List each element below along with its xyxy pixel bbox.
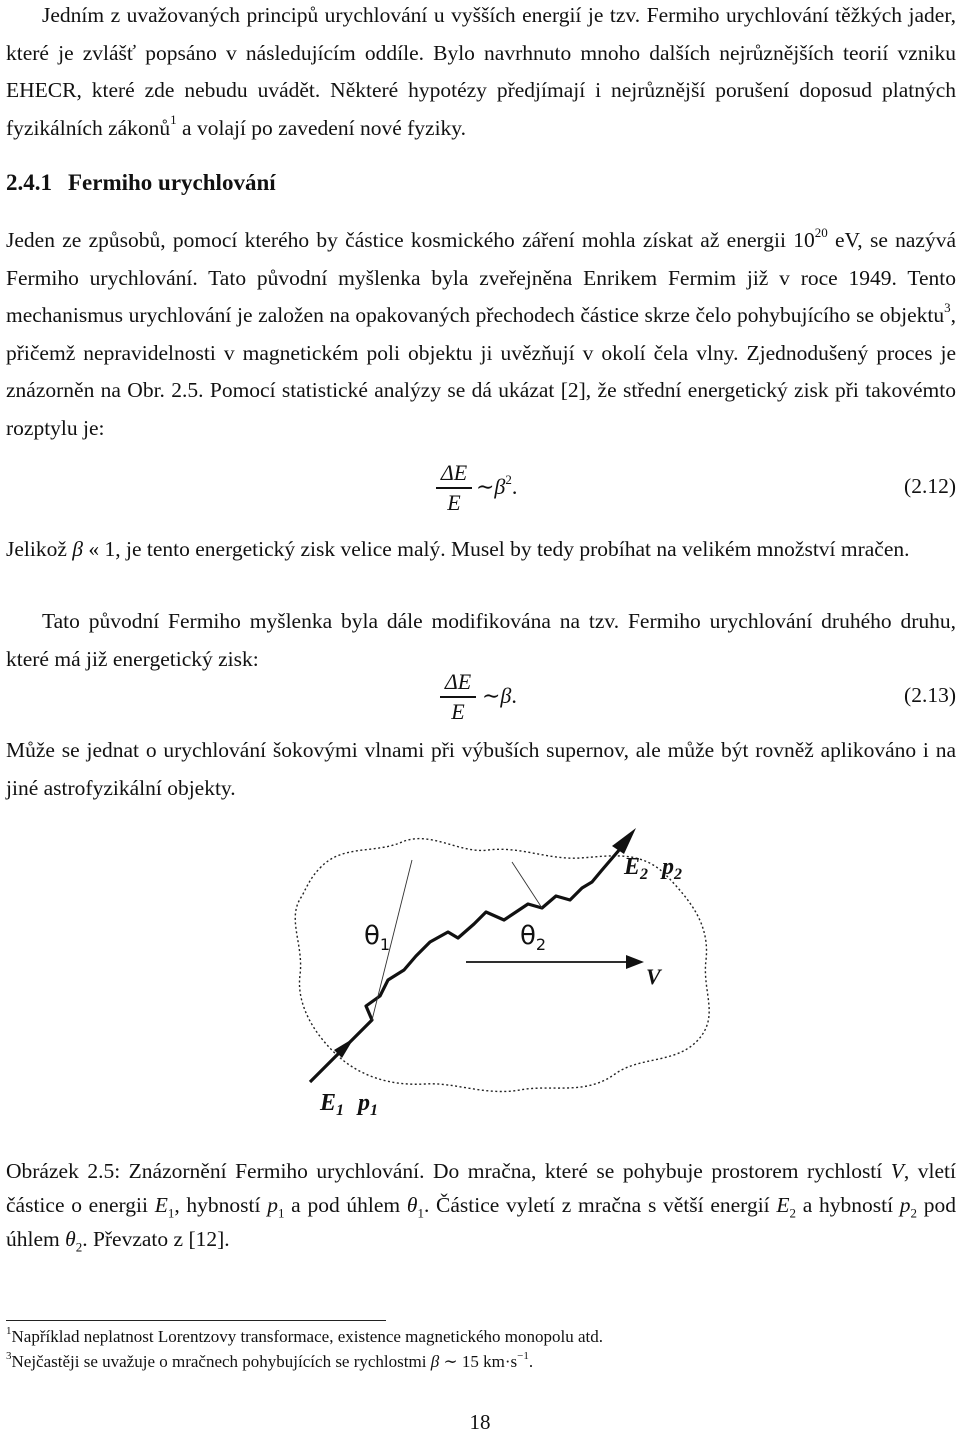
beta-symbol: β bbox=[72, 537, 83, 561]
footnote-separator bbox=[6, 1320, 386, 1321]
intro-text-end: a volají po zavedení nové fyziky. bbox=[176, 115, 467, 140]
fraction bbox=[436, 460, 472, 516]
rhs-beta: ∼β bbox=[476, 474, 506, 499]
rhs-exponent: 2 bbox=[505, 471, 512, 487]
numerator: ΔE bbox=[444, 669, 472, 694]
paragraph-shock-waves: Může se jednat o urychlování šokovými vlnami při výbuších supernov, ale může být rovněž aplikováno i na jiné astrofyzikální objekty. bbox=[6, 738, 956, 800]
equation-2-12 bbox=[0, 460, 960, 520]
math-var: θ bbox=[406, 1193, 418, 1217]
rhs-period: . bbox=[511, 474, 518, 499]
footnote-text: ∼ 15 km·s bbox=[439, 1352, 518, 1371]
math-var: θ bbox=[65, 1227, 76, 1251]
denominator: E bbox=[451, 698, 465, 724]
section-heading bbox=[6, 170, 276, 196]
equation-rhs bbox=[476, 471, 518, 500]
velocity-arrowhead bbox=[626, 955, 644, 969]
E1-p1-label: $E_1$ $p_1$ bbox=[320, 1090, 379, 1119]
exponent: 20 bbox=[814, 224, 828, 240]
text-run: pod úhlem bbox=[6, 1193, 956, 1251]
rhs-beta: ∼β bbox=[482, 683, 512, 708]
E2-p2-label: $E_2$ $p_2$ bbox=[624, 854, 683, 883]
velocity-label: V bbox=[646, 964, 661, 989]
paragraph-beta bbox=[6, 531, 956, 569]
fermi-acceleration-figure bbox=[280, 820, 730, 1130]
math-var: p bbox=[267, 1193, 278, 1217]
math-var: V bbox=[890, 1159, 904, 1183]
subscript: 1 bbox=[417, 1205, 424, 1221]
footnote-1 bbox=[6, 1326, 946, 1348]
math-var: E bbox=[776, 1193, 790, 1217]
beta-symbol: β bbox=[430, 1352, 440, 1371]
subscript: 1 bbox=[167, 1205, 175, 1221]
equation-2-13 bbox=[0, 669, 960, 729]
numerator: ΔE bbox=[440, 460, 468, 485]
subscript: 2 bbox=[75, 1239, 83, 1255]
fraction-bar bbox=[436, 487, 472, 489]
page-number: 18 bbox=[469, 1410, 491, 1434]
text-run: . Částice vyletí z mračna s větší energií bbox=[423, 1193, 777, 1217]
figure-caption bbox=[6, 1154, 956, 1256]
fraction bbox=[440, 669, 476, 725]
footnote-3 bbox=[6, 1351, 946, 1373]
fraction-bar bbox=[440, 696, 476, 698]
footnote-ref-1[interactable]: 1 bbox=[170, 112, 177, 128]
math-var: p bbox=[899, 1193, 911, 1217]
equation-label: (2.13) bbox=[904, 683, 956, 707]
footnote-mark: 3 bbox=[6, 1350, 12, 1363]
footnote-ref-3[interactable]: 3 bbox=[944, 299, 951, 315]
outgoing-arrowhead bbox=[612, 828, 636, 854]
text-run: a hybností bbox=[796, 1193, 900, 1217]
denominator: E bbox=[447, 489, 461, 515]
footnote-mark: 1 bbox=[6, 1325, 12, 1338]
footnote-text: Nejčastěji se uvažuje o mračnech pohybujících se rychlostmi bbox=[11, 1352, 431, 1371]
paragraph-second-order: Tato původní Fermiho myšlenka byla dále modifikována na tzv. Fermiho urychlování druhého druhu, které má již energetický zisk: bbox=[6, 609, 956, 671]
subscript: 2 bbox=[789, 1205, 797, 1221]
intro-paragraph bbox=[6, 0, 956, 147]
text-run: . Převzato z [12]. bbox=[82, 1227, 230, 1251]
section-title: Fermiho urychlování bbox=[68, 170, 276, 195]
theta2-label: $\theta_2$ bbox=[520, 921, 547, 954]
text-run: a pod úhlem bbox=[284, 1193, 407, 1217]
text-run: , hybností bbox=[174, 1193, 268, 1217]
rhs-period: . bbox=[511, 683, 517, 708]
text-run: , přičemž nepravidelnosti v magnetickém poli objektu ji uvězňují v okolí čela vlny. Zjednodušený proces je znázorněn na Obr. 2.5. Pomocí statistické analýzy se dá ukázat [2], že střední energetický zisk při takovémto rozptylu je: bbox=[6, 303, 956, 440]
equation-rhs bbox=[482, 683, 517, 709]
theta1-label: $\theta_1$ bbox=[364, 921, 391, 954]
angle-ref-line-2 bbox=[512, 862, 542, 908]
intro-text: Jedním z uvažovaných principů urychlování u vyšších energií je tzv. Fermiho urychlování těžkých jader, které je zvlášť popsáno v následujícím oddíle. Bylo navrhnuto mnoho dalších nejrůznějších teorií vzniku EHECR, které zde nebudu uvádět. Některé hypotézy předjímají i nejrůznější porušení doposud platných fyzikálních zákonů bbox=[6, 3, 956, 140]
footnote-text: Například neplatnost Lorentzovy transformace, existence magnetického monopolu atd. bbox=[11, 1327, 603, 1346]
subscript: 2 bbox=[910, 1205, 918, 1221]
math-var: E bbox=[154, 1193, 168, 1217]
footnote-text: . bbox=[528, 1352, 534, 1371]
text-run: , vletí částice o energii bbox=[6, 1159, 956, 1217]
subscript: 1 bbox=[277, 1205, 285, 1221]
text-run: Jelikož bbox=[6, 537, 73, 561]
text-run: eV, se nazývá Fermiho urychlování. Tato původní myšlenka byla zveřejněna Enrikem Fermim již v roce 1949. Tento mechanismus urychlování je založen na opakovaných přechodech částice skrze čelo pohybujícího se objektu bbox=[6, 228, 957, 327]
equation-label: (2.12) bbox=[904, 474, 956, 498]
text-run: Jeden ze způsobů, pomocí kterého by částice kosmického záření mohla získat až energii 10 bbox=[6, 228, 815, 252]
section-number: 2.4.1 bbox=[6, 170, 52, 195]
text-run: « 1, je tento energetický zisk velice malý. Musel by tedy probíhat na velikém množství mračen. bbox=[83, 537, 910, 561]
text-run: Obrázek 2.5: Znázornění Fermiho urychlování. Do mračna, které se pohybuje prostorem rychlostí bbox=[6, 1159, 891, 1183]
exponent: −1 bbox=[517, 1350, 529, 1363]
paragraph-fermi-intro bbox=[6, 222, 956, 447]
